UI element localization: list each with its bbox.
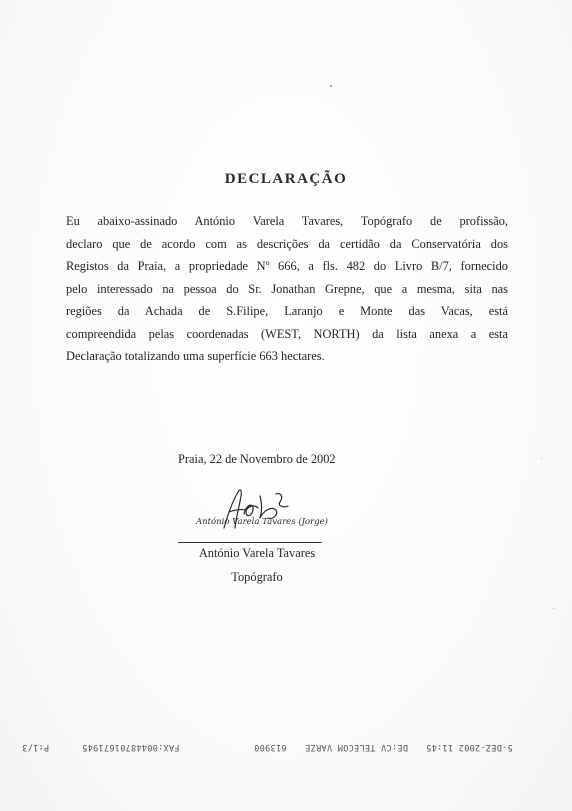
body-line: Eu abaixo-assinado António Varela Tavares, Topógrafo de profissão, bbox=[66, 214, 508, 228]
scan-speck bbox=[541, 458, 542, 459]
fax-datetime: 5-DEZ-2002 11:45 bbox=[426, 742, 513, 752]
fax-page-count: P:1/3 bbox=[22, 742, 50, 752]
scan-speck bbox=[330, 85, 332, 87]
date-line: Praia, 22 de Novembro de 2002 bbox=[178, 452, 336, 466]
body-line: pelo interessado na pessoa do Sr. Jonathan Grepne, que a mesma, sita nas bbox=[66, 281, 508, 296]
signer-role: Topógrafo bbox=[231, 570, 283, 584]
body-line: Declaração totalizando uma superfície 663 hectares. bbox=[66, 349, 325, 363]
body-line: Registos da Praia, a propriedade Nº 666, a fls. 482 do Livro B/7, fornecido bbox=[66, 259, 508, 273]
fax-sender: DE:CV TELECOM VARZE bbox=[305, 742, 408, 752]
signature-line bbox=[178, 542, 322, 543]
handwritten-signature bbox=[180, 484, 350, 540]
declaration-body bbox=[66, 210, 508, 368]
body-line: compreendida pelas coordenadas (WEST, NORTH) da lista anexa a esta bbox=[66, 326, 508, 341]
signer-name: António Varela Tavares bbox=[198, 546, 316, 560]
fax-id: 613900 bbox=[254, 742, 287, 752]
body-line: regiões da Achada de S.Filipe, Laranjo e Monte das Vacas, está bbox=[66, 304, 508, 318]
scan-speck bbox=[553, 608, 554, 609]
document-title: DECLARAÇÃO bbox=[224, 171, 348, 187]
fax-number: FAX:00448701671945 bbox=[82, 742, 180, 752]
body-line: declaro que de acordo com as descrições da certidão da Conservatória dos bbox=[66, 236, 508, 251]
svg-text:António Varela Tavares (Jorge): António Varela Tavares (Jorge) bbox=[196, 517, 328, 527]
fax-transmission-header bbox=[0, 742, 572, 756]
